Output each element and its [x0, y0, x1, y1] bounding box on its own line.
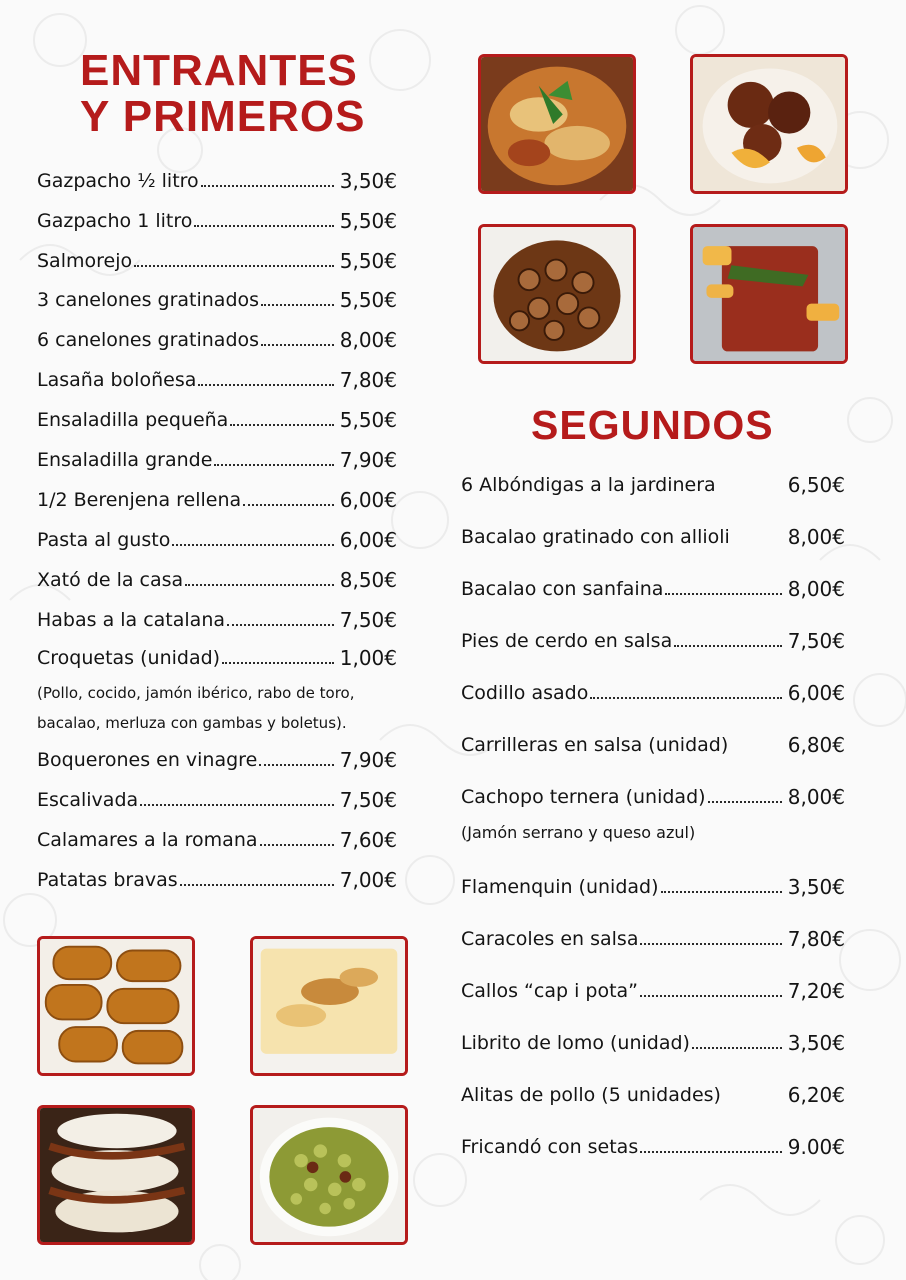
menu-item-name: 6 Albóndigas a la jardinera [461, 474, 716, 496]
dot-leader [692, 1046, 782, 1049]
dot-leader [140, 803, 334, 806]
heading-line-1: ENTRANTES [80, 46, 358, 95]
menu-item-name: Librito de lomo (unidad) [461, 1032, 690, 1054]
menu-item-name: Patatas bravas [37, 869, 178, 891]
menu-item [37, 204, 397, 234]
menu-item [37, 363, 397, 393]
menu-item-price: 8,00€ [339, 328, 397, 352]
photo-cannelloni-gratin [250, 936, 408, 1076]
cachopo-note: (Jamón serrano y queso azul) [461, 823, 696, 842]
menu-item-price: 7,80€ [787, 927, 845, 951]
menu-item-price: 8,00€ [787, 525, 845, 549]
menu-item-price: 6,20€ [787, 1083, 845, 1107]
photo-croquettes [37, 936, 195, 1076]
menu-item-name: Croquetas (unidad) [37, 647, 221, 669]
menu-item-name: Pies de cerdo en salsa [461, 630, 673, 652]
dot-leader [214, 463, 333, 466]
photo-stuffed-eggplant [37, 1105, 195, 1245]
menu-item [461, 1130, 845, 1160]
photo-snails-in-sauce [478, 224, 636, 364]
menu-item-price: 3,50€ [787, 875, 845, 899]
menu-item-price: 5,50€ [339, 288, 397, 312]
menu-item-name: Salmorejo [37, 250, 133, 272]
dot-leader [674, 644, 782, 647]
menu-item [461, 1078, 845, 1108]
menu-item-name: Escalivada [37, 789, 139, 811]
menu-item-name: Bacalao gratinado con allioli [461, 526, 730, 548]
dot-leader [134, 264, 334, 267]
menu-item [37, 403, 397, 433]
dot-leader [640, 942, 781, 945]
menu-item-price: 9.00€ [787, 1135, 845, 1159]
menu-item-name: Gazpacho ½ litro [37, 170, 199, 192]
menu-item [37, 164, 397, 194]
dot-leader [260, 843, 334, 846]
dot-leader [590, 696, 781, 699]
menu-item-name: Caracoles en salsa [461, 928, 639, 950]
menu-item [461, 974, 845, 1004]
dot-leader [261, 343, 334, 346]
dot-leader [708, 800, 782, 803]
photo-roasted-ribs-with-peppers [690, 224, 848, 364]
menu-item-price: 6,00€ [339, 488, 397, 512]
menu-item-name: Alitas de pollo (5 unidades) [461, 1084, 721, 1106]
dot-leader [201, 184, 334, 187]
menu-item-price: 7,80€ [339, 368, 397, 392]
menu-item [461, 520, 845, 550]
menu-item-price: 5,50€ [339, 249, 397, 273]
croquetas-note-line-2: bacalao, merluza con gambas y boletus). [37, 714, 347, 732]
menu-item [461, 572, 845, 602]
menu-item-price: 7,50€ [339, 608, 397, 632]
menu-item-name: Cachopo ternera (unidad) [461, 786, 706, 808]
dot-leader [261, 303, 334, 306]
dot-leader [259, 763, 333, 766]
menu-item [37, 823, 397, 853]
menu-item-price: 7,50€ [339, 788, 397, 812]
photo-meat-stew-with-potatoes [690, 54, 848, 194]
entrantes-heading [80, 48, 365, 140]
menu-item [461, 728, 845, 758]
menu-item [37, 323, 397, 353]
menu-item [37, 563, 397, 593]
dot-leader [243, 503, 334, 506]
segundos-heading: SEGUNDOS [531, 402, 774, 448]
menu-item-price: 7,60€ [339, 828, 397, 852]
menu-item-price: 5,50€ [339, 408, 397, 432]
menu-item [461, 870, 845, 900]
menu-item-name: Fricandó con setas [461, 1136, 639, 1158]
dot-leader [180, 883, 334, 886]
menu-item-name: Callos “cap i pota” [461, 980, 639, 1002]
menu-item [461, 624, 845, 654]
dot-leader [194, 224, 333, 227]
menu-item-price: 8,50€ [339, 568, 397, 592]
dot-leader [185, 583, 334, 586]
heading-line-2: Y PRIMEROS [80, 92, 366, 141]
menu-item [37, 641, 397, 671]
dot-leader [661, 890, 782, 893]
menu-item-price: 5,50€ [339, 209, 397, 233]
menu-item-name: Ensaladilla grande [37, 449, 213, 471]
menu-item-name: Bacalao con sanfaina [461, 578, 664, 600]
menu-item [461, 468, 845, 498]
menu-item-name: 3 canelones gratinados [37, 289, 260, 311]
menu-item [37, 863, 397, 893]
menu-item [37, 283, 397, 313]
menu-item [37, 783, 397, 813]
menu-item-name: Pasta al gusto [37, 529, 171, 551]
menu-item-name: Gazpacho 1 litro [37, 210, 193, 232]
menu-item-price: 7,90€ [339, 448, 397, 472]
photo-pasta-dish [478, 54, 636, 194]
menu-item-price: 8,00€ [787, 785, 845, 809]
menu-item-name: 1/2 Berenjena rellena [37, 489, 242, 511]
menu-item-price: 7,00€ [339, 868, 397, 892]
menu-item [37, 244, 397, 274]
croquetas-note-line-1: (Pollo, cocido, jamón ibérico, rabo de toro, [37, 684, 355, 702]
menu-item [461, 922, 845, 952]
menu-item-name: 6 canelones gratinados [37, 329, 260, 351]
menu-item-price: 7,90€ [339, 748, 397, 772]
menu-item [37, 603, 397, 633]
menu-item-name: Boquerones en vinagre [37, 749, 258, 771]
menu-item [37, 523, 397, 553]
menu-item [461, 1026, 845, 1056]
menu-item-price: 3,50€ [787, 1031, 845, 1055]
menu-item [461, 676, 845, 706]
menu-item-price: 6,00€ [339, 528, 397, 552]
menu-item-price: 6,50€ [787, 473, 845, 497]
dot-leader [198, 383, 333, 386]
menu-item-price: 6,80€ [787, 733, 845, 757]
dot-leader [172, 543, 333, 546]
dot-leader [227, 623, 334, 626]
menu-item-price: 8,00€ [787, 577, 845, 601]
menu-item-price: 7,20€ [787, 979, 845, 1003]
dot-leader [222, 661, 334, 664]
photo-broad-beans-catalan [250, 1105, 408, 1245]
dot-leader [665, 592, 781, 595]
menu-item-name: Flamenquin (unidad) [461, 876, 659, 898]
menu-item-name: Carrilleras en salsa (unidad) [461, 734, 729, 756]
menu-item [37, 483, 397, 513]
dot-leader [230, 423, 333, 426]
menu-item [37, 443, 397, 473]
menu-item-name: Habas a la catalana [37, 609, 226, 631]
menu-item-name: Calamares a la romana [37, 829, 258, 851]
menu-item-price: 7,50€ [787, 629, 845, 653]
menu-item [37, 743, 397, 773]
menu-item-name: Ensaladilla pequeña [37, 409, 229, 431]
dot-leader [640, 994, 782, 997]
menu-item-name: Lasaña boloñesa [37, 369, 197, 391]
menu-item-name: Codillo asado [461, 682, 589, 704]
menu-item [461, 780, 845, 810]
menu-item-price: 3,50€ [339, 169, 397, 193]
dot-leader [640, 1150, 782, 1153]
menu-item-name: Xató de la casa [37, 569, 184, 591]
menu-item-price: 1,00€ [339, 646, 397, 670]
menu-item-price: 6,00€ [787, 681, 845, 705]
